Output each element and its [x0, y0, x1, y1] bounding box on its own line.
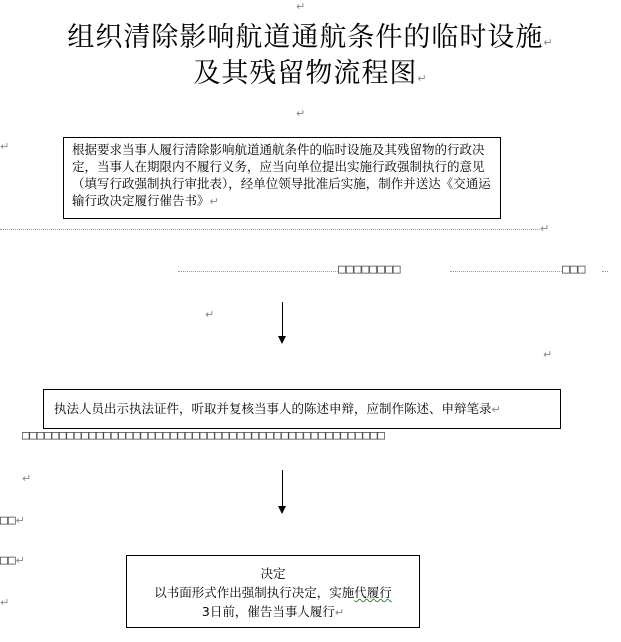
paragraph-mark: ↵ [296, 107, 306, 120]
step1-text: 根据要求当事人履行清除影响航道通航条件的临时设施及其残留物的行政决定，当事人在期限内不履行义务，应当向单位提出实施行政强制执行的意见（填写行政强制执行审批表），经单位领导批准后实施，制作并送达《交通运输行政决定履行催告书》 [72, 142, 491, 208]
dotted-leader [450, 271, 562, 272]
dotted-leader [602, 271, 608, 272]
title-line-1: 组织清除影响航道通航条件的临时设施 [67, 22, 544, 53]
title-line-2: 及其残留物流程图 [193, 58, 418, 89]
step2-text: 执法人员出示执法证件，听取并复核当事人的陈述申辩，应制作陈述、申辩笔录 [54, 401, 492, 416]
placeholder-glyphs: □□↵ [0, 553, 25, 568]
page-title-line-2: 及其残留物流程图↵ [193, 58, 428, 89]
paragraph-mark: ↵ [205, 308, 215, 321]
step3-heading: 决定 [260, 566, 286, 581]
placeholder-glyphs: □□↵ [0, 513, 25, 528]
placeholder-glyphs: □□□ [562, 262, 586, 277]
paragraph-mark: ↵ [296, 0, 306, 13]
paragraph-mark: ↵ [22, 472, 32, 485]
arrow-down-icon [282, 470, 283, 506]
arrow-down-icon [282, 302, 283, 336]
placeholder-glyphs: □□□□□□□□□□□□□□□□□□□□□□□□□□□□□□□□□□□□□□□□□□□□□□□□□ [22, 428, 385, 442]
step3-line-3: 3日前，催告当事人履行↵ [201, 604, 345, 619]
paragraph-mark: ↵ [0, 596, 10, 609]
dotted-separator [0, 229, 540, 230]
page-title: 组织清除影响航道通航条件的临时设施↵ [67, 22, 554, 53]
arrowhead-icon [278, 506, 286, 514]
step3-box [126, 555, 420, 628]
step1-box: 根据要求当事人履行清除影响航道通航条件的临时设施及其残留物的行政决定，当事人在期限内不履行义务，应当向单位提出实施行政强制执行的意见（填写行政强制执行审批表），经单位领导批准后实施，制作并送达《交通运输行政决定履行催告书》↵ [63, 137, 501, 219]
paragraph-mark: ↵ [543, 348, 553, 361]
step3-line-2: 以书面形式作出强制执行决定，实施代履行 [154, 585, 392, 600]
paragraph-mark: ↵ [0, 140, 10, 153]
dotted-leader [178, 271, 338, 272]
arrowhead-icon [278, 336, 286, 344]
paragraph-mark: ↵ [540, 222, 550, 235]
placeholder-glyphs: □□□□□□□□ [338, 262, 401, 277]
step2-box: 执法人员出示执法证件，听取并复核当事人的陈述申辩，应制作陈述、申辩笔录↵ [43, 389, 561, 429]
